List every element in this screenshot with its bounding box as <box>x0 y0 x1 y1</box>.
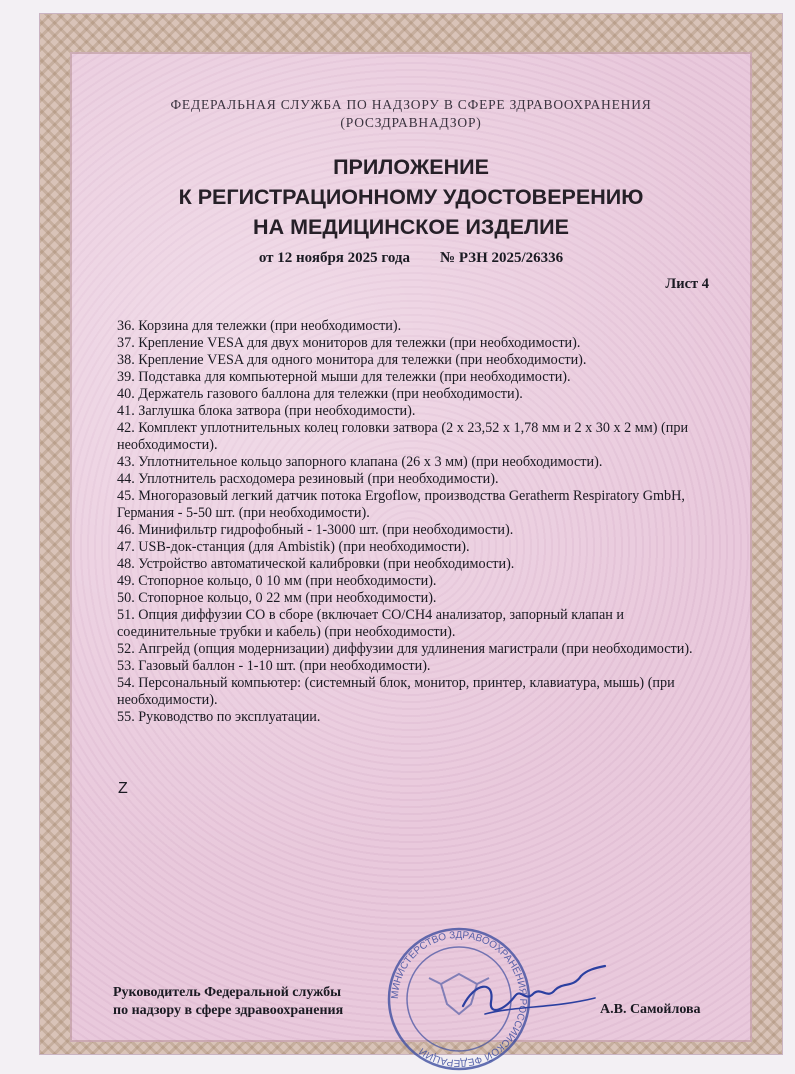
list-item: 51. Опция диффузии СО в сборе (включает CO/CH4 анализатор, запорный клапан и соединительные трубки и кабель) (при необходимости). <box>117 607 624 640</box>
agency-name: ФЕДЕРАЛЬНАЯ СЛУЖБА ПО НАДЗОРУ В СФЕРЕ ЗДРАВООХРАНЕНИЯ <box>170 97 652 112</box>
list-item: 39. Подставка для компьютерной мыши для тележки (при необходимости). <box>117 369 571 385</box>
list-item: 36. Корзина для тележки (при необходимости). <box>117 318 402 334</box>
components-list <box>117 318 717 726</box>
list-item: 48. Устройство автоматической калибровки (при необходимости). <box>117 556 515 572</box>
seal-ring-text: МИНИСТЕРСТВО ЗДРАВООХРАНЕНИЯ РОССИЙСКОЙ ФЕДЕРАЦИИ <box>389 929 529 1069</box>
z-mark: Z <box>118 780 128 797</box>
signer-title-line-2: по надзору в сфере здравоохранения <box>113 1003 344 1018</box>
signer-title-line-1: Руководитель Федеральной службы <box>113 985 342 1000</box>
title-line-1: ПРИЛОЖЕНИЕ <box>333 155 489 179</box>
sheet-number: Лист 4 <box>665 276 709 292</box>
list-item: 44. Уплотнитель расходомера резиновый (при необходимости). <box>117 471 499 487</box>
list-item: 53. Газовый баллон - 1-10 шт. (при необходимости). <box>117 658 431 674</box>
list-item: 42. Комплект уплотнительных колец головки затвора (2 х 23,52 х 1,78 мм и 2 х 30 х 2 мм) (при необходимости). <box>117 420 689 453</box>
list-item: 41. Заглушка блока затвора (при необходимости). <box>117 403 416 419</box>
signer-name: А.В. Самойлова <box>600 1002 701 1017</box>
agency-header <box>70 96 752 132</box>
list-item: 38. Крепление VESA для одного монитора для тележки (при необходимости). <box>117 352 587 368</box>
list-item: 50. Стопорное кольцо, 0 22 мм (при необходимости). <box>117 590 437 606</box>
list-item: 52. Апгрейд (опция модернизации) диффузии для удлинения магистрали (при необходимости). <box>117 641 693 657</box>
list-item: 45. Многоразовый легкий датчик потока Ergoflow, производства Geratherm Respiratory GmbH, Германия - 5-50 шт. (при необходимости). <box>117 488 685 521</box>
document-title <box>70 152 752 242</box>
list-item: 46. Минифильтр гидрофобный - 1-3000 шт. (при необходимости). <box>117 522 514 538</box>
issue-date: от 12 ноября 2025 года <box>258 250 411 266</box>
title-line-3: НА МЕДИЦИНСКОЕ ИЗДЕЛИЕ <box>253 215 569 239</box>
list-item: 37. Крепление VESA для двух мониторов для тележки (при необходимости). <box>117 335 581 351</box>
agency-abbreviation: (РОСЗДРАВНАДЗОР) <box>340 115 482 130</box>
list-item: 40. Держатель газового баллона для тележки (при необходимости). <box>117 386 523 402</box>
list-item: 49. Стопорное кольцо, 0 10 мм (при необходимости). <box>117 573 437 589</box>
signature-icon <box>455 962 615 1028</box>
list-item: 54. Персональный компьютер: (системный блок, монитор, принтер, клавиатура, мышь) (при необходимости). <box>117 675 675 708</box>
registration-number: № РЗН 2025/26336 <box>440 250 564 266</box>
list-item: 47. USB-док-станция (для Ambistik) (при необходимости). <box>117 539 470 555</box>
date-number-line <box>70 250 752 267</box>
list-item: 43. Уплотнительное кольцо запорного клапана (26 х 3 мм) (при необходимости). <box>117 454 603 470</box>
title-line-2: К РЕГИСТРАЦИОННОМУ УДОСТОВЕРЕНИЮ <box>178 185 644 209</box>
signer-title <box>113 984 343 1020</box>
list-item: 55. Руководство по эксплуатации. <box>117 709 321 725</box>
